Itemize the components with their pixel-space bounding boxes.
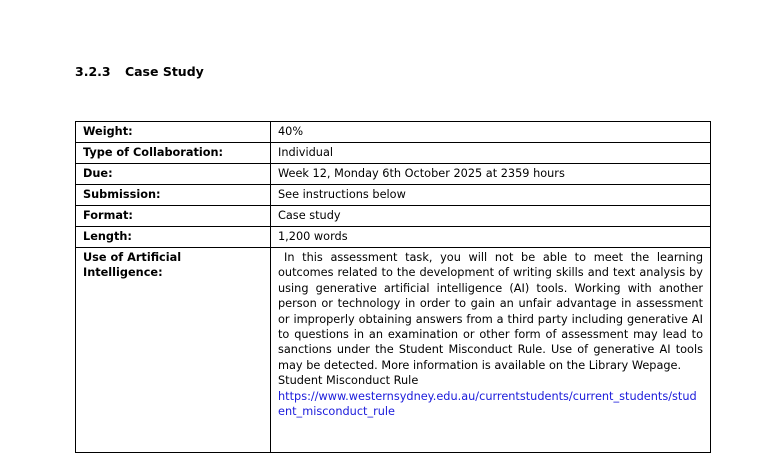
length-label: Length: bbox=[76, 227, 271, 248]
assessment-details-table bbox=[75, 121, 711, 453]
table-row-submission bbox=[76, 185, 711, 206]
table-row-weight bbox=[76, 122, 711, 143]
table-row-ai bbox=[76, 248, 711, 453]
weight-label: Weight: bbox=[76, 122, 271, 143]
submission-label: Submission: bbox=[76, 185, 271, 206]
section-number: 3.2.3 bbox=[75, 64, 111, 79]
weight-value: 40% bbox=[271, 122, 711, 143]
table-row-format bbox=[76, 206, 711, 227]
table-row-length bbox=[76, 227, 711, 248]
due-label: Due: bbox=[76, 164, 271, 185]
table-row-due bbox=[76, 164, 711, 185]
collaboration-label: Type of Collaboration: bbox=[76, 143, 271, 164]
collaboration-value: Individual bbox=[271, 143, 711, 164]
ai-value bbox=[271, 248, 711, 453]
table-row-collaboration bbox=[76, 143, 711, 164]
section-heading bbox=[75, 64, 204, 79]
section-title: Case Study bbox=[124, 64, 204, 79]
ai-label: Use of Artificial Intelligence: bbox=[76, 248, 271, 453]
misconduct-rule-name: Student Misconduct Rule bbox=[278, 374, 419, 388]
due-value: Week 12, Monday 6th October 2025 at 2359 hours bbox=[271, 164, 711, 185]
misconduct-rule-link[interactable]: https://www.westernsydney.edu.au/currentstudents/current_students/student_misconduct_rule bbox=[278, 389, 697, 419]
submission-value: See instructions below bbox=[271, 185, 711, 206]
format-value: Case study bbox=[271, 206, 711, 227]
length-value: 1,200 words bbox=[271, 227, 711, 248]
format-label: Format: bbox=[76, 206, 271, 227]
ai-policy-text: In this assessment task, you will not be able to meet the learning outcomes related to the development of writing skills and text analysis by using generative artificial intelligence (AI) tools. Working with another person or technology in order to gain an unfair advantage in assessment or improperly obtaining answers from a third party including generative AI to questions in an examination or other form of assessment may lead to sanctions under the Student Misconduct Rule. Use of generative AI tools may be detected. More information is available on the Library Wepage. bbox=[278, 251, 703, 372]
